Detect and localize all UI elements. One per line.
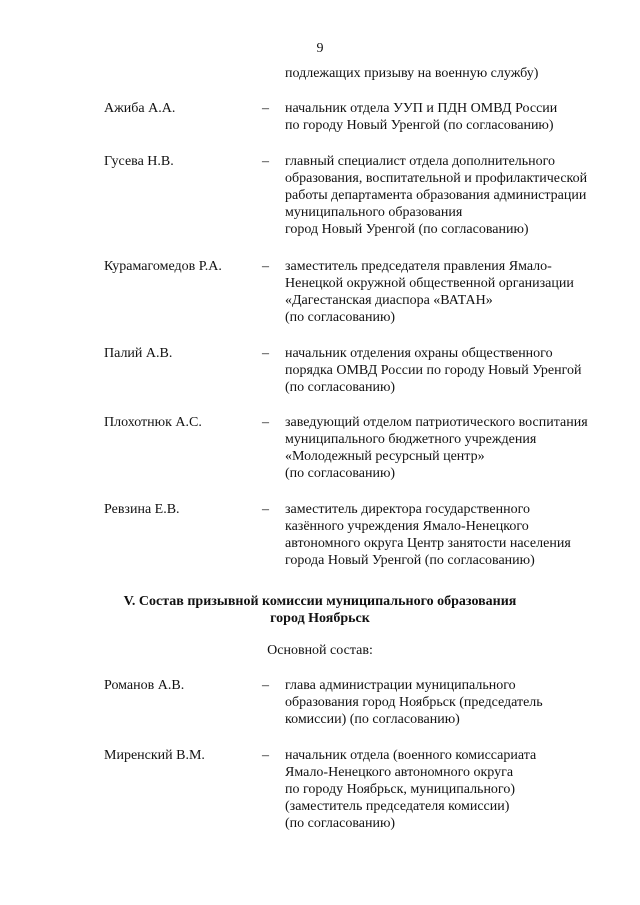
role-line: по городу Новый Уренгой (по согласованию) <box>285 118 554 133</box>
member-name: Плохотнюк А.С. <box>104 415 202 430</box>
role-line: образования, воспитательной и профилактической <box>285 171 588 186</box>
role-line: Ненецкой окружной общественной организации <box>285 276 574 291</box>
member-role <box>285 153 620 238</box>
role-line: заместитель директора государственного <box>285 502 530 517</box>
member-role <box>285 258 620 326</box>
role-line: начальник отделения охраны общественного <box>285 346 553 361</box>
member-name: Ажиба А.А. <box>104 101 176 116</box>
member-name: Палий А.В. <box>104 346 173 361</box>
dash-separator: – <box>262 101 269 116</box>
dash-separator: – <box>262 259 269 274</box>
member-role <box>285 414 620 482</box>
member-role <box>285 677 620 728</box>
member-role <box>285 501 620 569</box>
role-line: муниципального образования <box>285 205 463 220</box>
dash-separator: – <box>262 154 269 169</box>
member-name: Ревзина Е.В. <box>104 502 180 517</box>
dash-separator: – <box>262 748 269 763</box>
member-name: Миренский В.М. <box>104 748 205 763</box>
member-name: Гусева Н.В. <box>104 154 174 169</box>
member-role <box>285 100 620 134</box>
member-name: Романов А.В. <box>104 678 185 693</box>
dash-separator: – <box>262 415 269 430</box>
page-number: 9 <box>316 41 324 56</box>
role-line: город Новый Уренгой (по согласованию) <box>285 222 529 237</box>
dash-separator: – <box>262 678 269 693</box>
subsection-title: Основной состав: <box>267 643 373 658</box>
continuation-line: подлежащих призыву на военную службу) <box>285 66 539 81</box>
role-line: главный специалист отдела дополнительного <box>285 154 556 169</box>
role-line: начальник отдела (военного комиссариата <box>285 748 537 763</box>
role-line: (по согласованию) <box>285 466 396 481</box>
role-line: образования город Ноябрьск (председатель <box>285 695 543 710</box>
section-heading-line: V. Состав призывной комиссии муниципального образования <box>123 594 517 609</box>
role-line: (заместитель председателя комиссии) <box>285 799 510 814</box>
role-line: казённого учреждения Ямало-Ненецкого <box>285 519 529 534</box>
dash-separator: – <box>262 346 269 361</box>
role-line: заведующий отделом патриотического воспитания <box>285 415 588 430</box>
role-line: Ямало-Ненецкого автономного округа <box>285 765 514 780</box>
role-line: автономного округа Центр занятости населения <box>285 536 571 551</box>
role-line: глава администрации муниципального <box>285 678 516 693</box>
role-line: (по согласованию) <box>285 380 396 395</box>
dash-separator: – <box>262 502 269 517</box>
role-line: порядка ОМВД России по городу Новый Уренгой <box>285 363 582 378</box>
role-line: муниципального бюджетного учреждения <box>285 432 537 447</box>
member-role <box>285 747 620 832</box>
role-line: работы департамента образования администрации <box>285 188 587 203</box>
role-line: по городу Ноябрьск, муниципального) <box>285 782 515 797</box>
role-line: заместитель председателя правления Ямало- <box>285 259 552 274</box>
role-line: «Молодежный ресурсный центр» <box>285 449 485 464</box>
member-role <box>285 345 620 396</box>
role-line: «Дагестанская диаспора «ВАТАН» <box>285 293 493 308</box>
section-heading <box>0 593 640 627</box>
role-line: комиссии) (по согласованию) <box>285 712 460 727</box>
role-line: города Новый Уренгой (по согласованию) <box>285 553 535 568</box>
role-line: (по согласованию) <box>285 816 396 831</box>
role-line: (по согласованию) <box>285 310 396 325</box>
member-name: Курамагомедов Р.А. <box>104 259 222 274</box>
role-line: начальник отдела УУП и ПДН ОМВД России <box>285 101 558 116</box>
section-heading-line: город Ноябрьск <box>270 611 370 626</box>
